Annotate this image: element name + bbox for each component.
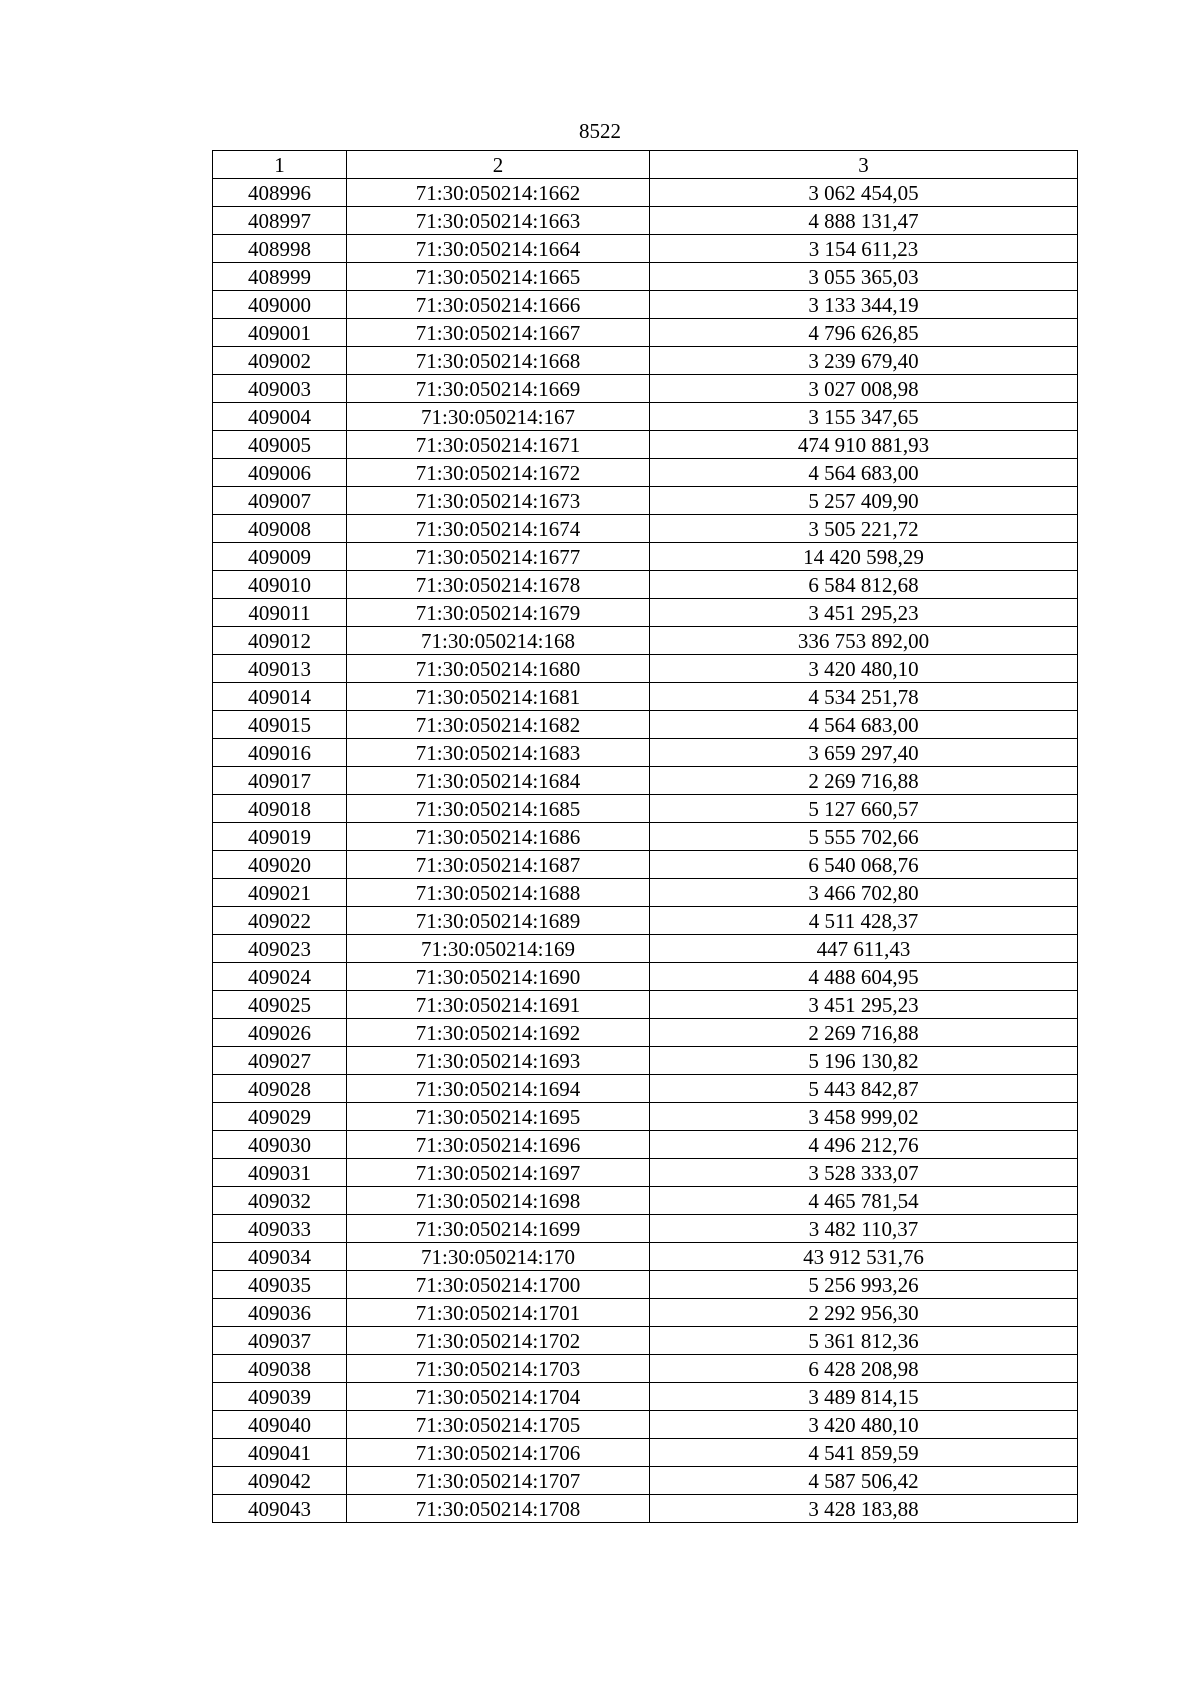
table-row: [213, 683, 1078, 711]
row-number-cell: 409000: [213, 291, 347, 319]
table-row: [213, 1159, 1078, 1187]
cadastral-number-cell: 71:30:050214:167: [347, 403, 650, 431]
value-cell: 3 027 008,98: [650, 375, 1078, 403]
cadastral-number-cell: 71:30:050214:1706: [347, 1439, 650, 1467]
table-row: [213, 263, 1078, 291]
cadastral-number-cell: 71:30:050214:1695: [347, 1103, 650, 1131]
data-table: [212, 150, 1078, 1523]
cadastral-number-cell: 71:30:050214:1663: [347, 207, 650, 235]
table-row: [213, 1047, 1078, 1075]
table-row: [213, 375, 1078, 403]
row-number-cell: 408997: [213, 207, 347, 235]
table-row: [213, 571, 1078, 599]
row-number-cell: 409035: [213, 1271, 347, 1299]
cadastral-number-cell: 71:30:050214:1683: [347, 739, 650, 767]
value-cell: 3 505 221,72: [650, 515, 1078, 543]
cadastral-number-cell: 71:30:050214:1687: [347, 851, 650, 879]
row-number-cell: 409031: [213, 1159, 347, 1187]
cadastral-number-cell: 71:30:050214:1703: [347, 1355, 650, 1383]
table-row: [213, 851, 1078, 879]
value-cell: 3 154 611,23: [650, 235, 1078, 263]
table-row: [213, 1271, 1078, 1299]
table-row: [213, 207, 1078, 235]
row-number-cell: 409008: [213, 515, 347, 543]
value-cell: 3 482 110,37: [650, 1215, 1078, 1243]
value-cell: 4 511 428,37: [650, 907, 1078, 935]
table-row: [213, 907, 1078, 935]
value-cell: 4 564 683,00: [650, 711, 1078, 739]
cadastral-number-cell: 71:30:050214:1707: [347, 1467, 650, 1495]
value-cell: 4 564 683,00: [650, 459, 1078, 487]
column-header-2: 2: [347, 151, 650, 179]
table-row: [213, 1355, 1078, 1383]
value-cell: 3 466 702,80: [650, 879, 1078, 907]
table-row: [213, 879, 1078, 907]
table-row: [213, 1075, 1078, 1103]
table-row: [213, 991, 1078, 1019]
row-number-cell: 409030: [213, 1131, 347, 1159]
value-cell: 6 428 208,98: [650, 1355, 1078, 1383]
row-number-cell: 409029: [213, 1103, 347, 1131]
value-cell: 5 257 409,90: [650, 487, 1078, 515]
cadastral-number-cell: 71:30:050214:1672: [347, 459, 650, 487]
row-number-cell: 409041: [213, 1439, 347, 1467]
value-cell: 447 611,43: [650, 935, 1078, 963]
value-cell: 3 528 333,07: [650, 1159, 1078, 1187]
value-cell: 6 584 812,68: [650, 571, 1078, 599]
cadastral-number-cell: 71:30:050214:1684: [347, 767, 650, 795]
table-row: [213, 767, 1078, 795]
cadastral-number-cell: 71:30:050214:1667: [347, 319, 650, 347]
value-cell: 14 420 598,29: [650, 543, 1078, 571]
cadastral-number-cell: 71:30:050214:1697: [347, 1159, 650, 1187]
cadastral-number-cell: 71:30:050214:1668: [347, 347, 650, 375]
value-cell: 5 443 842,87: [650, 1075, 1078, 1103]
row-number-cell: 409002: [213, 347, 347, 375]
table-row: [213, 1019, 1078, 1047]
table-row: [213, 1243, 1078, 1271]
row-number-cell: 409022: [213, 907, 347, 935]
cadastral-number-cell: 71:30:050214:168: [347, 627, 650, 655]
row-number-cell: 409034: [213, 1243, 347, 1271]
value-cell: 3 239 679,40: [650, 347, 1078, 375]
table-row: [213, 1495, 1078, 1523]
value-cell: 2 269 716,88: [650, 767, 1078, 795]
cadastral-number-cell: 71:30:050214:1689: [347, 907, 650, 935]
cadastral-number-cell: 71:30:050214:1674: [347, 515, 650, 543]
value-cell: 4 796 626,85: [650, 319, 1078, 347]
row-number-cell: 409003: [213, 375, 347, 403]
cadastral-number-cell: 71:30:050214:1680: [347, 655, 650, 683]
row-number-cell: 409019: [213, 823, 347, 851]
row-number-cell: 409001: [213, 319, 347, 347]
row-number-cell: 409014: [213, 683, 347, 711]
table-row: [213, 459, 1078, 487]
table-row: [213, 487, 1078, 515]
value-cell: 4 496 212,76: [650, 1131, 1078, 1159]
value-cell: 2 292 956,30: [650, 1299, 1078, 1327]
row-number-cell: 409015: [213, 711, 347, 739]
value-cell: 3 451 295,23: [650, 991, 1078, 1019]
value-cell: 4 587 506,42: [650, 1467, 1078, 1495]
cadastral-number-cell: 71:30:050214:170: [347, 1243, 650, 1271]
cadastral-number-cell: 71:30:050214:1679: [347, 599, 650, 627]
table-row: [213, 179, 1078, 207]
table-row: [213, 1103, 1078, 1131]
value-cell: 3 489 814,15: [650, 1383, 1078, 1411]
row-number-cell: 409012: [213, 627, 347, 655]
cadastral-number-cell: 71:30:050214:1699: [347, 1215, 650, 1243]
row-number-cell: 409016: [213, 739, 347, 767]
value-cell: 4 888 131,47: [650, 207, 1078, 235]
cadastral-number-cell: 71:30:050214:1696: [347, 1131, 650, 1159]
value-cell: 3 155 347,65: [650, 403, 1078, 431]
table-row: [213, 655, 1078, 683]
value-cell: 3 458 999,02: [650, 1103, 1078, 1131]
cadastral-number-cell: 71:30:050214:1704: [347, 1383, 650, 1411]
cadastral-number-cell: 71:30:050214:1678: [347, 571, 650, 599]
table-row: [213, 935, 1078, 963]
value-cell: 5 196 130,82: [650, 1047, 1078, 1075]
row-number-cell: 409037: [213, 1327, 347, 1355]
cadastral-number-cell: 71:30:050214:1686: [347, 823, 650, 851]
cadastral-number-cell: 71:30:050214:1677: [347, 543, 650, 571]
table-row: [213, 543, 1078, 571]
row-number-cell: 409020: [213, 851, 347, 879]
row-number-cell: 409011: [213, 599, 347, 627]
value-cell: 3 420 480,10: [650, 1411, 1078, 1439]
row-number-cell: 409018: [213, 795, 347, 823]
row-number-cell: 409032: [213, 1187, 347, 1215]
column-header-3: 3: [650, 151, 1078, 179]
page-number: 8522: [579, 119, 621, 143]
table-row: [213, 403, 1078, 431]
value-cell: 3 451 295,23: [650, 599, 1078, 627]
row-number-cell: 409010: [213, 571, 347, 599]
cadastral-number-cell: 71:30:050214:1669: [347, 375, 650, 403]
value-cell: 4 465 781,54: [650, 1187, 1078, 1215]
value-cell: 3 659 297,40: [650, 739, 1078, 767]
table-row: [213, 739, 1078, 767]
row-number-cell: 409027: [213, 1047, 347, 1075]
row-number-cell: 409024: [213, 963, 347, 991]
table-row: [213, 319, 1078, 347]
row-number-cell: 408998: [213, 235, 347, 263]
table-row: [213, 1439, 1078, 1467]
table-row: [213, 1215, 1078, 1243]
table-row: [213, 1327, 1078, 1355]
row-number-cell: 409013: [213, 655, 347, 683]
value-cell: 3 420 480,10: [650, 655, 1078, 683]
row-number-cell: 408999: [213, 263, 347, 291]
row-number-cell: 409005: [213, 431, 347, 459]
value-cell: 3 428 183,88: [650, 1495, 1078, 1523]
row-number-cell: 409039: [213, 1383, 347, 1411]
value-cell: 5 361 812,36: [650, 1327, 1078, 1355]
table-row: [213, 795, 1078, 823]
value-cell: 5 127 660,57: [650, 795, 1078, 823]
value-cell: 3 062 454,05: [650, 179, 1078, 207]
value-cell: 2 269 716,88: [650, 1019, 1078, 1047]
cadastral-number-cell: 71:30:050214:1671: [347, 431, 650, 459]
row-number-cell: 409033: [213, 1215, 347, 1243]
cadastral-number-cell: 71:30:050214:169: [347, 935, 650, 963]
table-row: [213, 1411, 1078, 1439]
cadastral-number-cell: 71:30:050214:1698: [347, 1187, 650, 1215]
table-row: [213, 1467, 1078, 1495]
table-header-row: [213, 151, 1078, 179]
cadastral-number-cell: 71:30:050214:1666: [347, 291, 650, 319]
table-row: [213, 235, 1078, 263]
row-number-cell: 409036: [213, 1299, 347, 1327]
table-row: [213, 963, 1078, 991]
table-row: [213, 1187, 1078, 1215]
row-number-cell: 408996: [213, 179, 347, 207]
cadastral-number-cell: 71:30:050214:1682: [347, 711, 650, 739]
value-cell: 3 133 344,19: [650, 291, 1078, 319]
row-number-cell: 409026: [213, 1019, 347, 1047]
row-number-cell: 409028: [213, 1075, 347, 1103]
value-cell: 43 912 531,76: [650, 1243, 1078, 1271]
table-row: [213, 823, 1078, 851]
value-cell: 3 055 365,03: [650, 263, 1078, 291]
cadastral-number-cell: 71:30:050214:1705: [347, 1411, 650, 1439]
cadastral-number-cell: 71:30:050214:1688: [347, 879, 650, 907]
cadastral-number-cell: 71:30:050214:1708: [347, 1495, 650, 1523]
cadastral-number-cell: 71:30:050214:1700: [347, 1271, 650, 1299]
value-cell: 5 555 702,66: [650, 823, 1078, 851]
row-number-cell: 409038: [213, 1355, 347, 1383]
row-number-cell: 409043: [213, 1495, 347, 1523]
column-header-1: 1: [213, 151, 347, 179]
value-cell: 4 534 251,78: [650, 683, 1078, 711]
cadastral-number-cell: 71:30:050214:1702: [347, 1327, 650, 1355]
table-row: [213, 431, 1078, 459]
cadastral-number-cell: 71:30:050214:1662: [347, 179, 650, 207]
row-number-cell: 409007: [213, 487, 347, 515]
cadastral-number-cell: 71:30:050214:1685: [347, 795, 650, 823]
value-cell: 6 540 068,76: [650, 851, 1078, 879]
cadastral-number-cell: 71:30:050214:1693: [347, 1047, 650, 1075]
table-row: [213, 1299, 1078, 1327]
cadastral-number-cell: 71:30:050214:1701: [347, 1299, 650, 1327]
table-row: [213, 291, 1078, 319]
table-row: [213, 627, 1078, 655]
table-row: [213, 1131, 1078, 1159]
table-row: [213, 1383, 1078, 1411]
row-number-cell: 409004: [213, 403, 347, 431]
row-number-cell: 409025: [213, 991, 347, 1019]
value-cell: 474 910 881,93: [650, 431, 1078, 459]
row-number-cell: 409017: [213, 767, 347, 795]
row-number-cell: 409042: [213, 1467, 347, 1495]
value-cell: 336 753 892,00: [650, 627, 1078, 655]
row-number-cell: 409006: [213, 459, 347, 487]
cadastral-number-cell: 71:30:050214:1664: [347, 235, 650, 263]
table-row: [213, 347, 1078, 375]
value-cell: 4 541 859,59: [650, 1439, 1078, 1467]
cadastral-number-cell: 71:30:050214:1673: [347, 487, 650, 515]
cadastral-number-cell: 71:30:050214:1681: [347, 683, 650, 711]
cadastral-number-cell: 71:30:050214:1694: [347, 1075, 650, 1103]
row-number-cell: 409009: [213, 543, 347, 571]
cadastral-number-cell: 71:30:050214:1665: [347, 263, 650, 291]
cadastral-number-cell: 71:30:050214:1690: [347, 963, 650, 991]
cadastral-number-cell: 71:30:050214:1691: [347, 991, 650, 1019]
row-number-cell: 409021: [213, 879, 347, 907]
cadastral-number-cell: 71:30:050214:1692: [347, 1019, 650, 1047]
row-number-cell: 409040: [213, 1411, 347, 1439]
value-cell: 4 488 604,95: [650, 963, 1078, 991]
value-cell: 5 256 993,26: [650, 1271, 1078, 1299]
row-number-cell: 409023: [213, 935, 347, 963]
table-row: [213, 599, 1078, 627]
table-row: [213, 711, 1078, 739]
table-body: [213, 179, 1078, 1523]
table-row: [213, 515, 1078, 543]
